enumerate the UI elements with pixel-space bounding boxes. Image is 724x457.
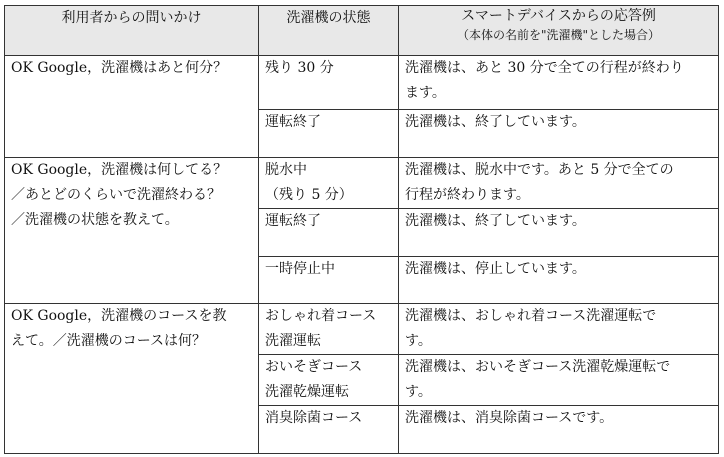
answer-cell: 洗濯機は、停止しています。 (399, 257, 719, 304)
answer-cell: 洗濯機は、消臭除菌コースです。 (399, 406, 719, 454)
state-cell: 残り 30 分 (259, 56, 399, 110)
header-answer (399, 6, 719, 56)
question-cell: OK Google，洗濯機は何してる？ ／あとどのくらいで洗濯終わる？ ／洗濯機の状態を教えて。 (5, 158, 259, 304)
answer-cell: 洗濯機は、おいそぎコース洗濯乾燥運転で す。 (399, 355, 719, 406)
header-row (5, 6, 719, 56)
answer-cell: 洗濯機は、あと 30 分で全ての行程が終わり ます。 (399, 56, 719, 110)
answer-cell: 洗濯機は、終了しています。 (399, 110, 719, 158)
question-cell: OK Google，洗濯機はあと何分？ (5, 56, 259, 158)
state-cell: 運転終了 (259, 209, 399, 257)
answer-cell: 洗濯機は、脱水中です。あと 5 分で全ての 行程が終わります。 (399, 158, 719, 209)
state-cell: 一時停止中 (259, 257, 399, 304)
answer-cell: 洗濯機は、おしゃれ着コース洗濯運転で す。 (399, 304, 719, 355)
table-row (5, 56, 719, 110)
state-cell: おいそぎコース 洗濯乾燥運転 (259, 355, 399, 406)
header-question: 利用者からの問いかけ (5, 6, 259, 56)
question-cell: OK Google，洗濯機のコースを教 えて。／洗濯機のコースは何？ (5, 304, 259, 454)
header-state: 洗濯機の状態 (259, 6, 399, 56)
table-row (5, 304, 719, 355)
header-answer-sub: （本体の名前を"洗濯機"とした場合） (456, 28, 661, 42)
answer-cell: 洗濯機は、終了しています。 (399, 209, 719, 257)
qa-table (4, 5, 719, 454)
state-cell: 脱水中 （残り 5 分） (259, 158, 399, 209)
state-cell: 運転終了 (259, 110, 399, 158)
state-cell: 消臭除菌コース (259, 406, 399, 454)
table-row (5, 158, 719, 209)
state-cell: おしゃれ着コース 洗濯運転 (259, 304, 399, 355)
header-answer-main: スマートデバイスからの応答例 (461, 8, 656, 24)
